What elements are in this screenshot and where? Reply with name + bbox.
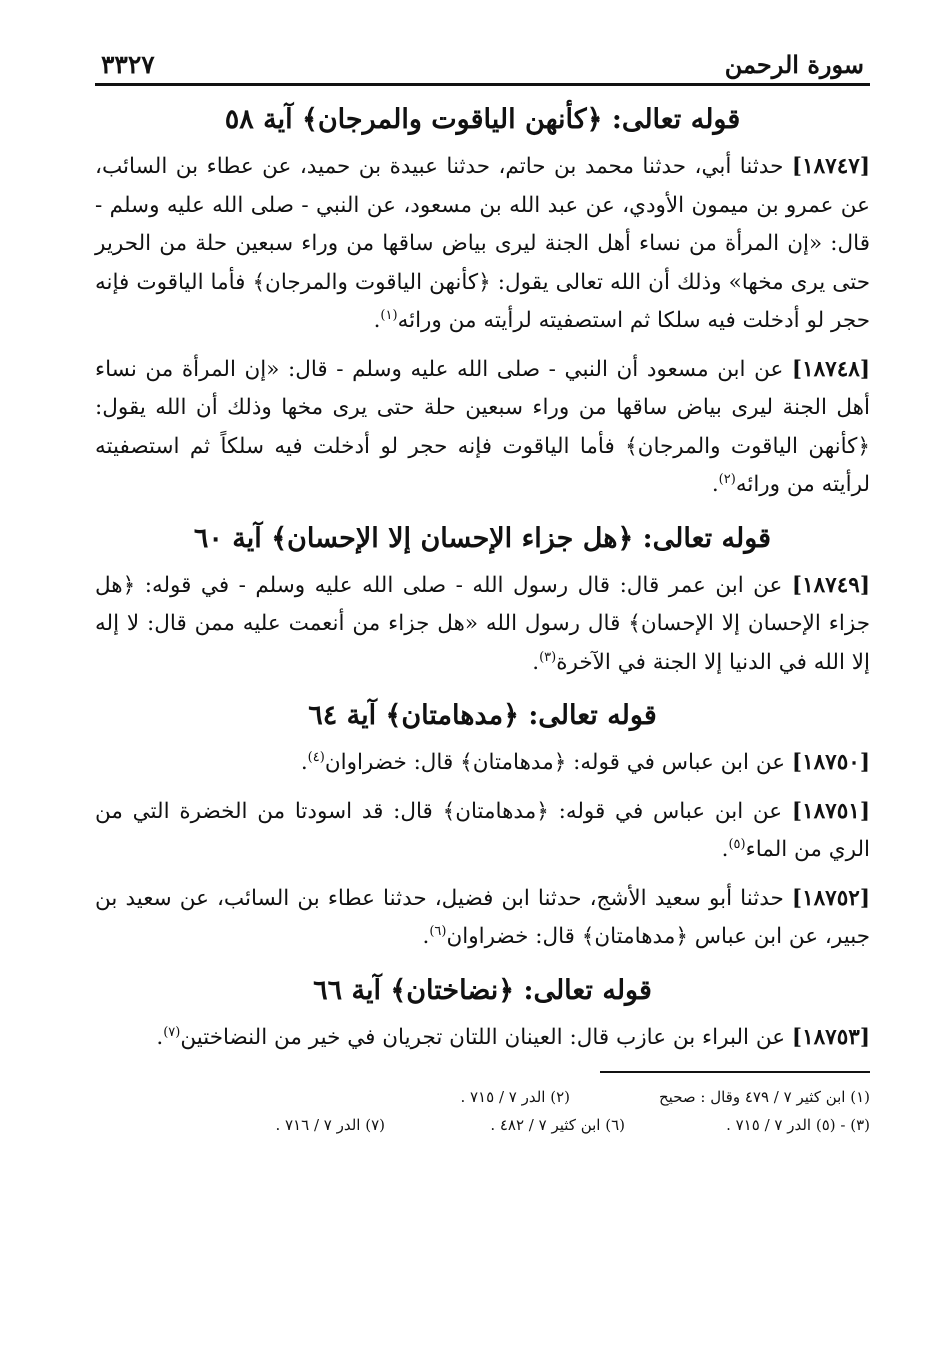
hadith-text: عن ابن عباس في قوله: ﴿مدهامتان﴾ قال: قد اسودتا من الخضرة التي من الري من الماء [95,798,870,862]
hadith-paragraph [95,567,870,683]
hadith-paragraph [95,744,870,783]
hadith-paragraph [95,880,870,957]
hadith-text: عن البراء بن عازب قال: العينان اللتان تجريان في خير من النضاختين [180,1024,792,1050]
footnote-ref[interactable]: (٧) [163,1024,181,1040]
hadith-number: [١٨٧٤٩] [791,572,870,598]
footnote-item: (٦) ابن كثير ٧ / ٤٨٢ . [490,1116,625,1134]
hadith-end: . [721,837,729,862]
page [95,40,870,1139]
footnote-ref[interactable]: (٣) [539,649,557,665]
hadith-end: . [532,649,540,675]
hadith-end: . [373,308,381,333]
footnote-item: (٢) الدر ٧ / ٧١٥ . [460,1088,570,1106]
hadith-number: [١٨٧٥٣] [791,1024,870,1050]
hadith-paragraph [95,148,870,341]
hadith-number: [١٨٧٥٠] [791,750,870,775]
footnote-item: (٧) الدر ٧ / ٧١٦ . [275,1116,385,1134]
footnote-row [95,1083,870,1111]
footnote-ref[interactable]: (٥) [728,836,746,852]
hadith-paragraph [95,351,870,505]
section-heading: قوله تعالى: ﴿نضاختان﴾ آية ٦٦ [313,974,652,1006]
footnote-row [95,1111,870,1139]
page-number: ٣٣٢٧ [101,50,155,79]
footnote-ref[interactable]: (١) [380,307,398,323]
hadith-text: حدثنا أبو سعيد الأشج، حدثنا ابن فضيل، حدثنا عطاء بن السائب، عن سعيد بن جبير، عن ابن عباس ﴿مدهامتان﴾ قال: خضراوان [95,885,870,949]
footnote-ref[interactable]: (٢) [718,471,736,487]
hadith-number: [١٨٧٥١] [791,798,870,824]
section-heading: قوله تعالى: ﴿هل جزاء الإحسان إلا الإحسان﴾ آية ٦٠ [193,522,772,554]
hadith-text: عن ابن مسعود أن النبي - صلى الله عليه وسلم - قال: «إن المرأة من نساء أهل الجنة ليرى بياض ساقها من وراء سبعين حلة حتى يرى مخها وذلك أن الله يقول: ﴿كأنهن الياقوت والمرجان﴾ فأما الياقوت فإنه حجر لو أدخلت فيه سلكاً ثم استصفيته لرأيته من ورائه [95,356,870,497]
hadith-number: [١٨٧٤٧] [791,154,870,179]
hadith-end: . [711,472,719,497]
footnote-item: (١) ابن كثير ٧ / ٤٧٩ وقال : صحيح [658,1088,870,1106]
hadith-text: حدثنا أبي، حدثنا محمد بن حاتم، حدثنا عبيدة بن حميد، عن عطاء بن السائب، عن عمرو بن ميمون الأودي، عن عبد الله بن مسعود، عن النبي - صلى الله عليه وسلم - قال: «إن المرأة من نساء أهل الجنة ليرى بياض ساقها من وراء سبعين حلة من الحرير حتى يرى مخها» وذلك أن الله تعالى يقول: ﴿كأنهن الياقوت والمرجان﴾ فأما الياقوت فإنه حجر لو أدخلت فيه سلكا ثم استصفيته لرأيته من ورائه [95,154,870,333]
hadith-text: عن ابن عباس في قوله: ﴿مدهامتان﴾ قال: خضراوان [324,750,792,775]
hadith-number: [١٨٧٤٨] [791,356,870,382]
hadith-end: . [300,750,308,775]
running-header [95,40,870,86]
hadith-paragraph [95,1019,870,1058]
footnote-item: (٣) - (٥) الدر ٧ / ٧١٥ . [726,1116,870,1134]
hadith-number: [١٨٧٥٢] [791,885,870,911]
sura-title: سورة الرحمن [724,50,864,79]
footnote-divider [600,1071,870,1073]
hadith-text: عن ابن عمر قال: قال رسول الله - صلى الله عليه وسلم - في قوله: ﴿هل جزاء الإحسان إلا الإحسان﴾ قال رسول الله «هل جزاء من أنعمت عليه ممن قال: لا إله إلا الله في الدنيا إلا الجنة في الآخرة [95,572,870,675]
footnotes [95,1083,870,1139]
section-heading: قوله تعالى: ﴿مدهامتان﴾ آية ٦٤ [308,700,657,731]
footnote-ref[interactable]: (٦) [429,923,447,939]
section-heading: قوله تعالى: ﴿كأنهن الياقوت والمرجان﴾ آية ٥٨ [224,104,741,135]
hadith-paragraph [95,793,870,870]
hadith-end: . [422,924,430,949]
footnote-ref[interactable]: (٤) [307,749,325,765]
hadith-end: . [156,1024,164,1050]
